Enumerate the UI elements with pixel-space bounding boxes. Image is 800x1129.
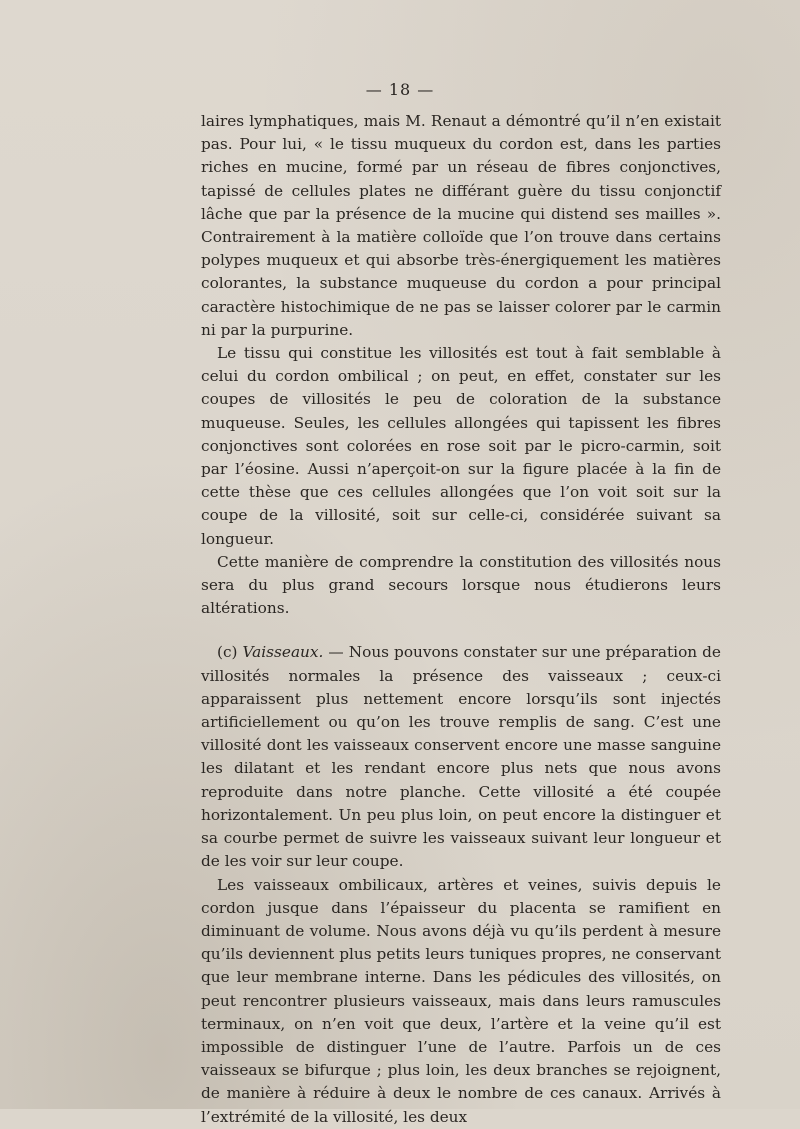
section-marker: (c): [217, 643, 238, 662]
paragraph-last: Les vaisseaux ombilicaux, artères et veines, suivis depuis le cordon jusque dans l’épaisseur du placenta se ramifient en diminuant de volume. Nous avons déjà vu qu’ils perdent à mesure qu’ils deviennent plus petits leurs tuniques propres, ne conservant que leur membrane interne. Dans les pédicules des villosités, on peut rencontrer plusieurs vaisseaux, mais dans leurs ramuscules terminaux, on n’en voit que deux, l’artère et la veine qu’il est impossible de distinguer l’une de l’autre. Parfois un de ces vaisseaux se bifurque ; plus loin, les deux branches se rejoignent, de manière à réduire à deux le nombre de ces canaux. Arrivés à l’extrémité de la villosité, les deux: [201, 875, 721, 1126]
section-text: Nous pouvons constater sur une préparation de villosités normales la présence des vaisseaux ; ceux-ci apparaissent plus nettement encore lorsqu’ils sont injectés artificiellement ou qu’on les trouve remplis de sang. C’est une villosité dont les vaisseaux conservent encore une masse sanguine les dilatant et les rendant encore plus nets que nous avons reproduite dans notre planche. Cette villosité a été coupée horizontalement. Un peu plus loin, on peut encore la distinguer et sa courbe permet de suivre les vaisseaux suivant leur longueur et de les voir sur leur coupe.: [201, 643, 721, 871]
body-text: [201, 110, 721, 1129]
paragraph-3: Cette manière de comprendre la constitution des villosités nous sera du plus grand secours lorsque nous étudierons leurs altérations.: [201, 552, 721, 618]
section-dash: —: [323, 643, 349, 662]
paragraph-section-c: [201, 641, 721, 873]
section-title: Vaisseaux.: [242, 643, 324, 662]
paragraph-2: Le tissu qui constitue les villosités est tout à fait semblable à celui du cordon ombilical ; on peut, en effet, constater sur les coupes de villosités le peu de coloration de la substance muqueuse. Seules, les cellules allongées qui tapissent les fibres conjonctives sont colorées en rose soit par le picro-carmin, soit par l’éosine. Aussi n’aperçoit-on sur la figure placée à la fin de cette thèse que ces cellules allongées que l’on voit soit sur la coupe de la villosité, soit sur celle-ci, considérée suivant sa longueur.: [201, 344, 721, 548]
paragraph-1: laires lymphatiques, mais M. Renaut a démontré qu’il n’en existait pas. Pour lui, « le tissu muqueux du cordon est, dans les parties riches en mucine, formé par un réseau de fibres conjonctives, tapissé de cellules plates ne différant guère du tissu conjonctif lâche que par la présence de la mucine qui distend ses mailles ». Contrairement à la matière colloïde que l’on trouve dans certains polypes muqueux et qui absorbe très-énergiquement les matières colorantes, la substance muqueuse du cordon a pour principal caractère histochimique de ne pas se laisser colorer par le carmin ni par la purpurine.: [201, 112, 721, 339]
page-number: — 18 —: [365, 80, 435, 99]
